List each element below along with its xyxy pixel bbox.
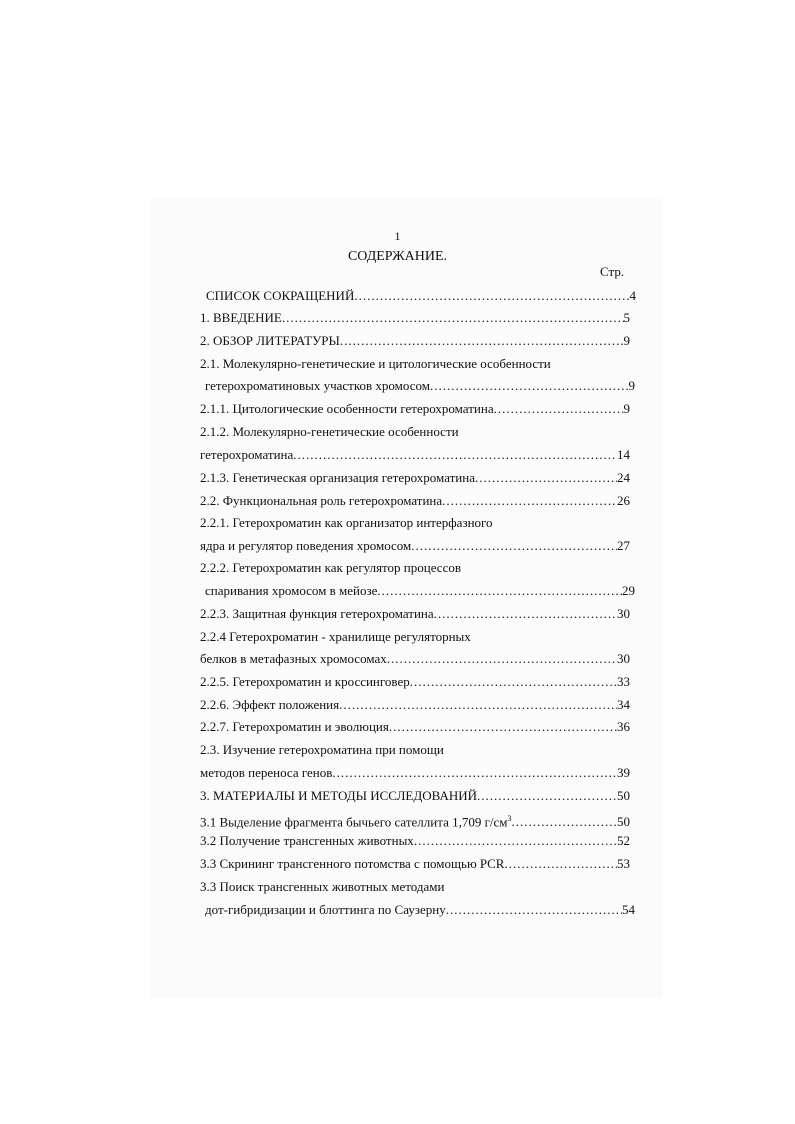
toc-leader-dots: [475, 469, 617, 487]
toc-entry-title: 2.2.6. Эффект положения: [200, 697, 340, 712]
toc-entry: [200, 332, 630, 350]
toc-entry-title: 3.1 Выделение фрагмента бычьего сателлита 1,709 $г/см^3$: [200, 814, 512, 830]
toc-entry-title: 2.1.2. Молекулярно-генетические особенности: [200, 424, 459, 439]
toc-entry-title: спаривания хромосом в мейозе: [205, 583, 378, 598]
toc-entry: [200, 309, 630, 327]
toc-leader-dots: [293, 446, 617, 464]
toc-entry: [200, 741, 630, 759]
toc-entry: [200, 787, 630, 805]
toc-entry: [205, 582, 635, 600]
toc-entry-page: 33: [617, 674, 630, 689]
toc-leader-dots: [504, 855, 617, 873]
toc-entry-title: 3. МАТЕРИАЛЫ И МЕТОДЫ ИССЛЕДОВАНИЙ: [200, 788, 478, 803]
toc-entry-title: 2.1.3. Генетическая организация гетерохроматина: [200, 470, 475, 485]
toc-entry: [200, 605, 630, 623]
toc-entry-page: 9: [628, 378, 635, 393]
page-number: 1: [394, 229, 401, 243]
toc-leader-dots: [411, 537, 617, 555]
toc-entry-title: гетерохроматиновых участков хромосом: [205, 378, 430, 393]
toc-entry-page: 26: [617, 493, 630, 508]
toc-entry-page: 27: [617, 538, 630, 553]
toc-leader-dots: [282, 309, 624, 327]
page-column-label: Стр.: [600, 264, 625, 279]
toc-entry-title: 1. ВВЕДЕНИЕ: [200, 310, 282, 325]
toc-entry: [200, 492, 630, 510]
toc-entry-superscript: 3: [507, 814, 512, 823]
toc-entry-title: ядра и регулятор поведения хромосом: [200, 538, 412, 553]
toc-entry-page: 30: [617, 606, 630, 621]
toc-leader-dots: [494, 400, 624, 418]
toc-leader-dots: [354, 287, 629, 305]
toc-entry-page: 34: [617, 697, 630, 712]
toc-entry: [206, 287, 636, 305]
toc-entry-title: 2.3. Изучение гетерохроматина при помощи: [200, 742, 444, 757]
toc-entry-page: 29: [622, 583, 635, 598]
toc-entry: [200, 810, 630, 828]
toc-entry-title: 2.2.5. Гетерохроматин и кроссинговер: [200, 674, 410, 689]
toc-entry: [200, 514, 630, 532]
toc-entry: [205, 377, 635, 395]
toc-entry: [200, 878, 630, 896]
toc-entry-page: 50: [617, 788, 630, 803]
toc-entry: [200, 650, 630, 668]
toc-entry: [200, 855, 630, 873]
toc-leader-dots: [512, 813, 617, 831]
toc-entry: [200, 764, 630, 782]
toc-entry-title: гетерохроматина: [200, 447, 294, 462]
toc-entry: [200, 423, 630, 441]
toc-entry: [200, 559, 630, 577]
toc-leader-dots: [332, 764, 617, 782]
toc-entry-page: 9: [623, 401, 630, 416]
toc-entry-title: 2.2.1. Гетерохроматин как организатор интерфазного: [200, 515, 493, 530]
toc-entry-title: 2.2.2. Гетерохроматин как регулятор процессов: [200, 560, 461, 575]
toc-entry-page: 24: [617, 470, 630, 485]
toc-entry-page: 14: [617, 447, 630, 462]
toc-leader-dots: [377, 582, 622, 600]
toc-entry-page: 4: [629, 288, 636, 303]
toc-entry: [200, 355, 630, 373]
toc-leader-dots: [410, 673, 617, 691]
toc-leader-dots: [442, 492, 617, 510]
toc-entry-title: 2.1. Молекулярно-генетические и цитологические особенности: [200, 356, 551, 371]
toc-entry-page: 50: [617, 814, 630, 830]
page-title: СОДЕРЖАНИЕ.: [347, 249, 448, 264]
toc-entry-page: 5: [623, 310, 630, 325]
toc-entry: [200, 628, 630, 646]
toc-entry-page: 54: [622, 902, 635, 917]
toc-entry-title: СПИСОК СОКРАЩЕНИЙ: [206, 288, 355, 303]
toc-entry: [200, 537, 630, 555]
toc-entry: [200, 446, 630, 464]
toc-entry: [200, 469, 630, 487]
toc-entry-title: 2.1.1. Цитологические особенности гетерохроматина: [200, 401, 494, 416]
toc-entry: [205, 901, 635, 919]
toc-leader-dots: [414, 832, 617, 850]
toc-entry: [200, 673, 630, 691]
toc-entry-page: 53: [617, 856, 630, 871]
toc-entry-title: 2.2.3. Защитная функция гетерохроматина: [200, 606, 434, 621]
toc-entry-title: 2.2.4 Гетерохроматин - хранилище регуляторных: [200, 629, 471, 644]
toc-entry-title: дот-гибридизации и блоттинга по Саузерну: [205, 902, 446, 917]
toc-leader-dots: [339, 696, 617, 714]
toc-entry-page: 52: [617, 833, 630, 848]
toc-entry: [200, 718, 630, 736]
toc-entry-page: 9: [623, 333, 630, 348]
toc-entry-title: 3.3 Скрининг трансгенного потомства с помощью PCR: [200, 856, 505, 871]
toc-entry-title: методов переноса генов: [200, 765, 333, 780]
toc-entry-title: 3.3 Поиск трансгенных животных методами: [200, 879, 445, 894]
toc-leader-dots: [477, 787, 617, 805]
toc-entry: [200, 696, 630, 714]
toc-entry-title: 3.2 Получение трансгенных животных: [200, 833, 414, 848]
toc-entry-title: 2.2.7. Гетерохроматин и эволюция: [200, 719, 389, 734]
toc-leader-dots: [430, 377, 629, 395]
toc-entry-page: 39: [617, 765, 630, 780]
toc-leader-dots: [387, 650, 617, 668]
toc-entry-page: 30: [617, 651, 630, 666]
toc-entry: [200, 400, 630, 418]
toc-entry-title: 2. ОБЗОР ЛИТЕРАТУРЫ: [200, 333, 340, 348]
toc-entry-title: 2.2. Функциональная роль гетерохроматина: [200, 493, 443, 508]
toc-leader-dots: [389, 718, 617, 736]
toc-leader-dots: [434, 605, 617, 623]
toc-entry-title: белков в метафазных хромосомах: [200, 651, 387, 666]
toc-leader-dots: [340, 332, 624, 350]
toc-entry-page: 36: [617, 719, 630, 734]
toc-entry: [200, 832, 630, 850]
toc-leader-dots: [446, 901, 622, 919]
